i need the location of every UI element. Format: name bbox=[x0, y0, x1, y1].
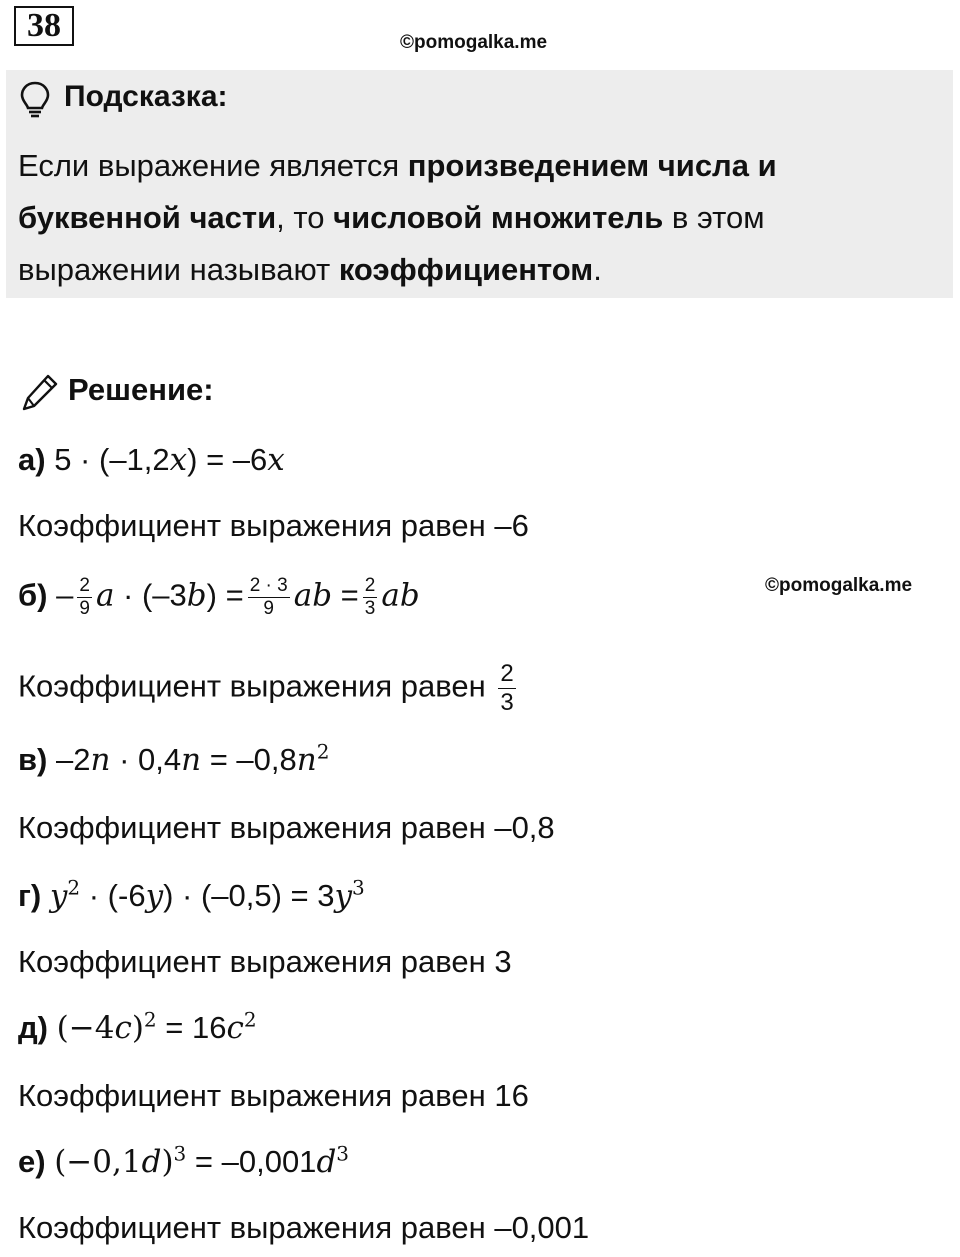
item-b-coefficient: Коэффициент выражения равен $\frac{2}{3}$ bbox=[18, 660, 514, 716]
hint-title: Подсказка: bbox=[64, 80, 228, 113]
lightbulb-icon bbox=[18, 80, 52, 118]
item-d-coefficient: Коэффициент выражения равен 16 bbox=[18, 1078, 529, 1113]
item-a-equation: а) 5 · (–1,2x) = –6x bbox=[18, 442, 285, 478]
hint-line-3: выражении называют коэффициентом. bbox=[18, 252, 602, 287]
item-e-coefficient: Коэффициент выражения равен –0,001 bbox=[18, 1210, 590, 1245]
item-g-equation: г) $y^2 \cdot (-6y) \cdot (-0,5) = 3y^3$ bbox=[18, 875, 365, 914]
item-b-equation: б) – $\frac{2}{9}$ a · (–3b) = $\frac{2 \cdot 3}{9}$ ab = $\frac{2}{3}$ ab bbox=[18, 575, 420, 619]
hint-line-2: буквенной части, то числовой множитель в этом bbox=[18, 200, 765, 235]
hint-line-1: Если выражение является произведением числа и bbox=[18, 148, 777, 183]
item-v-equation: в) $-2n \cdot 0,4n = -0,8n^2$ bbox=[18, 739, 330, 778]
watermark-middle: ©pomogalka.me bbox=[765, 575, 913, 596]
item-e-equation: е) $(-0,1d)^3 = -0,001d^3$ bbox=[18, 1141, 350, 1180]
item-v-coefficient: Коэффициент выражения равен –0,8 bbox=[18, 810, 555, 845]
item-a-coefficient: Коэффициент выражения равен –6 bbox=[18, 508, 529, 543]
item-d-equation: д) $(-4c)^2 = 16c^2$ bbox=[18, 1007, 257, 1046]
item-g-coefficient: Коэффициент выражения равен 3 bbox=[18, 944, 512, 979]
pencil-icon bbox=[20, 370, 62, 412]
solution-title: Решение: bbox=[68, 372, 214, 407]
watermark-top: ©pomogalka.me bbox=[400, 32, 548, 53]
problem-number: 38 bbox=[14, 6, 74, 46]
